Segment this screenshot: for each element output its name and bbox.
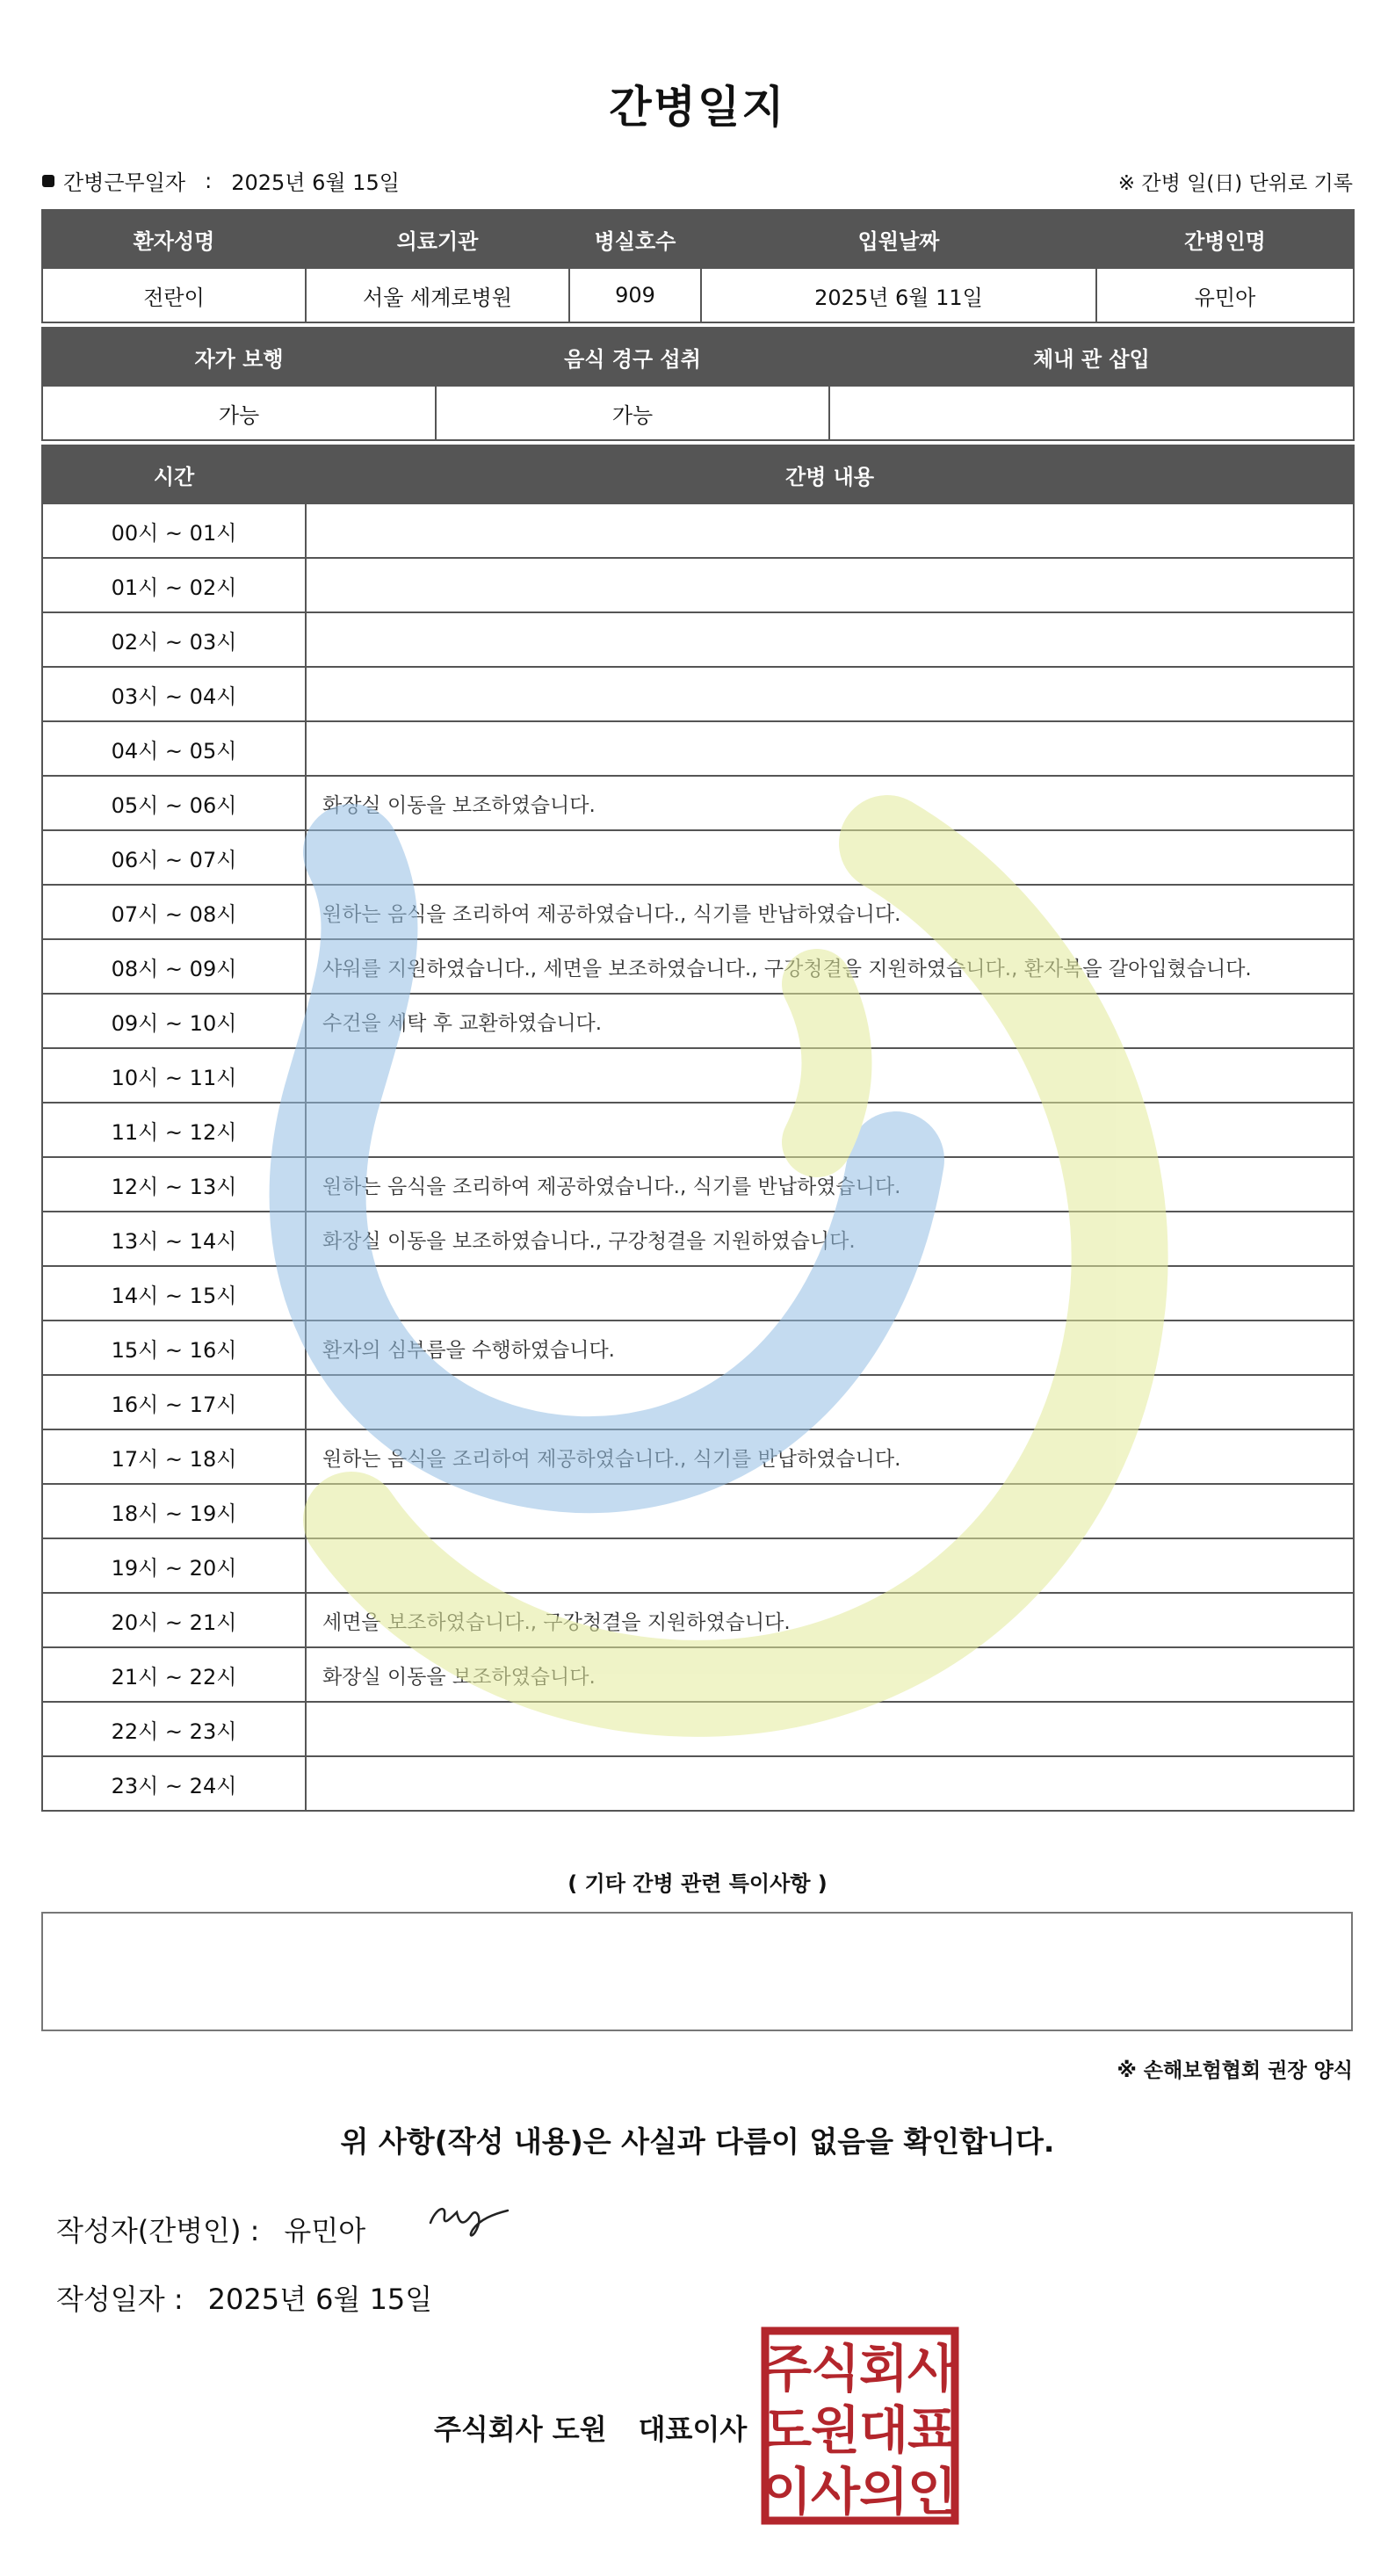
- log-content-cell: [306, 503, 1354, 558]
- log-time-cell: 02시 ~ 03시: [42, 612, 306, 667]
- patient-info-value-row: [42, 268, 1354, 322]
- company-name: 주식회사 도원: [434, 2413, 607, 2446]
- admission-date-value: 2025년 6월 11일: [701, 268, 1096, 322]
- log-content-cell: 화장실 이동을 보조하였습니다., 구강청결을 지원하였습니다.: [306, 1212, 1354, 1266]
- header-oral-intake: 음식 경구 섭취: [436, 328, 829, 386]
- header-care-content: 간병 내용: [306, 445, 1354, 503]
- seal-character: 인: [907, 2462, 958, 2522]
- log-time-cell: 20시 ~ 21시: [42, 1593, 306, 1647]
- patient-name-value: 전란이: [42, 268, 306, 322]
- log-content-cell: [306, 1756, 1354, 1811]
- log-time-cell: 16시 ~ 17시: [42, 1375, 306, 1429]
- log-time-cell: 13시 ~ 14시: [42, 1212, 306, 1266]
- care-log-row: [42, 1321, 1354, 1375]
- header-time: 시간: [42, 445, 306, 503]
- company-line: [434, 2407, 747, 2448]
- care-log-row: [42, 667, 1354, 721]
- unit-note: ※ 간병 일(日) 단위로 기록: [1117, 172, 1353, 195]
- care-log-row: [42, 1702, 1354, 1756]
- log-time-cell: 04시 ~ 05시: [42, 721, 306, 776]
- care-log-row: [42, 1593, 1354, 1647]
- log-content-cell: [306, 830, 1354, 885]
- log-time-cell: 09시 ~ 10시: [42, 994, 306, 1048]
- care-log-row: [42, 503, 1354, 558]
- log-content-cell: 수건을 세탁 후 교환하였습니다.: [306, 994, 1354, 1048]
- log-time-cell: 07시 ~ 08시: [42, 885, 306, 939]
- bullet-square-icon: [42, 175, 54, 187]
- care-log-row: [42, 612, 1354, 667]
- care-log-row: [42, 939, 1354, 994]
- caregiver-name-value: 유민아: [1096, 268, 1354, 322]
- patient-info-table: [41, 209, 1355, 323]
- self-walking-value: 가능: [42, 386, 436, 440]
- care-log-row: [42, 558, 1354, 612]
- log-content-cell: 원하는 음식을 조리하여 제공하였습니다., 식기를 반납하였습니다.: [306, 1429, 1354, 1484]
- log-content-cell: 환자의 심부름을 수행하였습니다.: [306, 1321, 1354, 1375]
- log-content-cell: 세면을 보조하였습니다., 구강청결을 지원하였습니다.: [306, 1593, 1354, 1647]
- written-date-value: 2025년 6월 15일: [207, 2283, 433, 2316]
- status-value-row: [42, 386, 1354, 440]
- oral-intake-value: 가능: [436, 386, 829, 440]
- care-log-row: [42, 1048, 1354, 1103]
- care-log-row: [42, 1212, 1354, 1266]
- notes-box: [41, 1912, 1353, 2031]
- care-log-row: [42, 994, 1354, 1048]
- log-time-cell: 21시 ~ 22시: [42, 1647, 306, 1702]
- care-log-body: [42, 503, 1354, 1811]
- work-date-label: 간병근무일자: [63, 170, 186, 195]
- care-log-row: [42, 1647, 1354, 1702]
- care-log-row: [42, 1756, 1354, 1811]
- seal-character: 표: [907, 2400, 958, 2460]
- written-date-line: [56, 2277, 432, 2318]
- log-content-cell: [306, 558, 1354, 612]
- header-hospital: 의료기관: [306, 210, 569, 268]
- header-tube-insertion: 체내 관 삽입: [829, 328, 1354, 386]
- header-caregiver-name: 간병인명: [1096, 210, 1354, 268]
- care-log-row: [42, 1375, 1354, 1429]
- header-room: 병실호수: [569, 210, 701, 268]
- care-log-row: [42, 1266, 1354, 1321]
- care-log-row: [42, 1538, 1354, 1593]
- seal-character: 도: [762, 2400, 813, 2460]
- log-content-cell: 화장실 이동을 보조하였습니다.: [306, 1647, 1354, 1702]
- log-content-cell: [306, 1103, 1354, 1157]
- seal-character: 대: [858, 2400, 909, 2460]
- writer-line: [56, 2209, 365, 2249]
- writer-name: 유민아: [284, 2214, 366, 2247]
- seal-character: 사: [810, 2462, 861, 2522]
- log-content-cell: 원하는 음식을 조리하여 제공하였습니다., 식기를 반납하였습니다.: [306, 1157, 1354, 1212]
- log-time-cell: 01시 ~ 02시: [42, 558, 306, 612]
- care-log-row: [42, 1103, 1354, 1157]
- notes-title: ( 기타 간병 관련 특이사항 ): [567, 1871, 828, 1896]
- care-log-row: [42, 721, 1354, 776]
- handwritten-signature: [427, 2196, 511, 2242]
- tube-insertion-value: [829, 386, 1354, 440]
- seal-character: 이: [762, 2462, 813, 2522]
- seal-character: 회: [858, 2339, 909, 2399]
- work-date-separator: :: [205, 168, 213, 193]
- seal-character: 식: [810, 2339, 861, 2399]
- log-content-cell: 원하는 음식을 조리하여 제공하였습니다., 식기를 반납하였습니다.: [306, 885, 1354, 939]
- log-time-cell: 15시 ~ 16시: [42, 1321, 306, 1375]
- care-log-row: [42, 1157, 1354, 1212]
- patient-info-header-row: [42, 210, 1354, 268]
- log-content-cell: [306, 612, 1354, 667]
- log-time-cell: 18시 ~ 19시: [42, 1484, 306, 1538]
- work-date-line: [42, 165, 400, 196]
- care-log-table: [41, 445, 1355, 1812]
- log-time-cell: 06시 ~ 07시: [42, 830, 306, 885]
- confirmation-statement: 위 사항(작성 내용)은 사실과 다름이 없음을 확인합니다.: [340, 2124, 1055, 2159]
- status-header-row: [42, 328, 1354, 386]
- log-time-cell: 17시 ~ 18시: [42, 1429, 306, 1484]
- log-content-cell: [306, 1266, 1354, 1321]
- log-time-cell: 08시 ~ 09시: [42, 939, 306, 994]
- care-log-header-row: [42, 445, 1354, 503]
- log-content-cell: 화장실 이동을 보조하였습니다.: [306, 776, 1354, 830]
- log-time-cell: 14시 ~ 15시: [42, 1266, 306, 1321]
- log-content-cell: 샤워를 지원하였습니다., 세면을 보조하였습니다., 구강청결을 지원하였습니다., 환자복을 갈아입혔습니다.: [306, 939, 1354, 994]
- form-note: ※ 손해보험협회 권장 양식: [1117, 2059, 1353, 2082]
- log-time-cell: 11시 ~ 12시: [42, 1103, 306, 1157]
- log-content-cell: [306, 1702, 1354, 1756]
- seal-character: 사: [907, 2339, 958, 2399]
- log-content-cell: [306, 1375, 1354, 1429]
- header-admission-date: 입원날짜: [701, 210, 1096, 268]
- care-log-row: [42, 776, 1354, 830]
- header-self-walking: 자가 보행: [42, 328, 436, 386]
- header-patient-name: 환자성명: [42, 210, 306, 268]
- log-time-cell: 23시 ~ 24시: [42, 1756, 306, 1811]
- room-value: 909: [569, 268, 701, 322]
- log-content-cell: [306, 1048, 1354, 1103]
- log-time-cell: 05시 ~ 06시: [42, 776, 306, 830]
- seal-character: 의: [858, 2462, 909, 2522]
- page-title: 간병일지: [609, 82, 786, 133]
- log-time-cell: 22시 ~ 23시: [42, 1702, 306, 1756]
- hospital-value: 서울 세계로병원: [306, 268, 569, 322]
- writer-label: 작성자(간병인) :: [56, 2214, 260, 2247]
- log-time-cell: 12시 ~ 13시: [42, 1157, 306, 1212]
- care-log-row: [42, 1484, 1354, 1538]
- log-time-cell: 19시 ~ 20시: [42, 1538, 306, 1593]
- log-content-cell: [306, 721, 1354, 776]
- company-seal-stamp: [761, 2326, 959, 2525]
- care-log-row: [42, 885, 1354, 939]
- log-content-cell: [306, 667, 1354, 721]
- seal-character: 원: [810, 2400, 861, 2460]
- written-date-label: 작성일자 :: [56, 2283, 184, 2316]
- log-time-cell: 10시 ~ 11시: [42, 1048, 306, 1103]
- log-time-cell: 00시 ~ 01시: [42, 503, 306, 558]
- representative-title: 대표이사: [638, 2413, 748, 2446]
- log-time-cell: 03시 ~ 04시: [42, 667, 306, 721]
- log-content-cell: [306, 1538, 1354, 1593]
- work-date-value: 2025년 6월 15일: [231, 170, 400, 195]
- patient-status-table: [41, 327, 1355, 441]
- seal-character: 주: [762, 2339, 813, 2399]
- care-log-row: [42, 1429, 1354, 1484]
- care-log-row: [42, 830, 1354, 885]
- log-content-cell: [306, 1484, 1354, 1538]
